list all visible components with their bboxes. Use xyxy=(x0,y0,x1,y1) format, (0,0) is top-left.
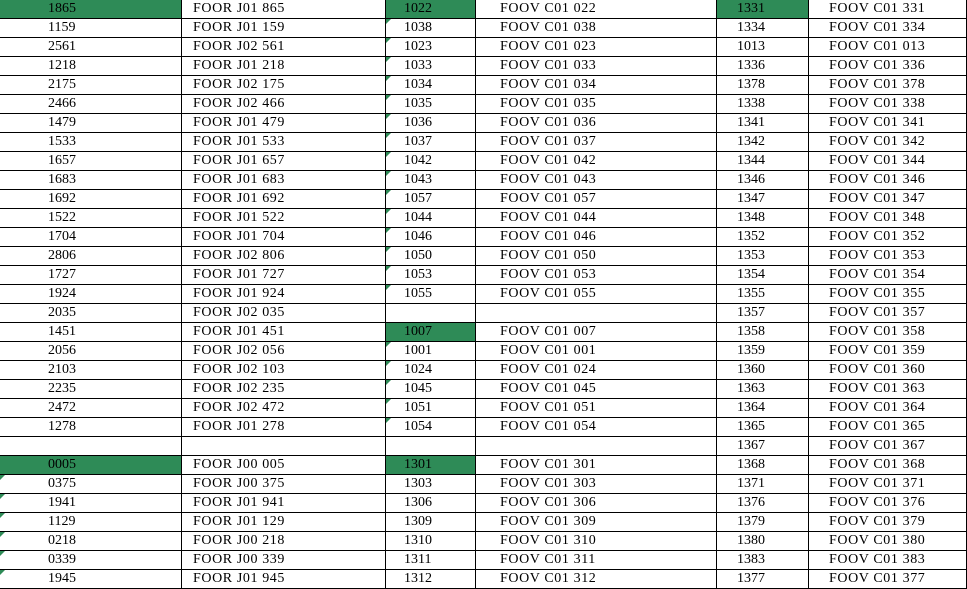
code-cell[interactable]: 1043 xyxy=(386,171,476,190)
code-cell[interactable]: 1037 xyxy=(386,133,476,152)
code-cell[interactable]: 1001 xyxy=(386,342,476,361)
label-cell[interactable]: FOOV C01 033 xyxy=(476,57,717,76)
label-cell[interactable]: FOOV C01 045 xyxy=(476,380,717,399)
label-cell[interactable]: FOOV C01 057 xyxy=(476,190,717,209)
code-cell[interactable]: 1336 xyxy=(717,57,809,76)
code-cell[interactable]: 1364 xyxy=(717,399,809,418)
code-cell[interactable]: 1522 xyxy=(0,209,182,228)
label-cell[interactable]: FOOV C01 371 xyxy=(809,475,967,494)
code-cell[interactable]: 2103 xyxy=(0,361,182,380)
code-cell[interactable]: 1057 xyxy=(386,190,476,209)
label-cell[interactable]: FOOR J01 704 xyxy=(182,228,386,247)
label-cell[interactable]: FOOR J00 218 xyxy=(182,532,386,551)
code-cell[interactable]: 1022 xyxy=(386,0,476,19)
table-row xyxy=(0,19,967,38)
label-cell[interactable]: FOOV C01 355 xyxy=(809,285,967,304)
label-cell[interactable]: FOOR J01 479 xyxy=(182,114,386,133)
code-cell[interactable]: 0218 xyxy=(0,532,182,551)
code-cell[interactable]: 1051 xyxy=(386,399,476,418)
table-row xyxy=(0,247,967,266)
code-cell[interactable]: 1036 xyxy=(386,114,476,133)
code-cell[interactable]: 1342 xyxy=(717,133,809,152)
label-cell[interactable]: FOOV C01 036 xyxy=(476,114,717,133)
code-cell[interactable]: 2561 xyxy=(0,38,182,57)
label-cell[interactable]: FOOR J02 056 xyxy=(182,342,386,361)
label-cell[interactable]: FOOV C01 034 xyxy=(476,76,717,95)
code-cell[interactable]: 2035 xyxy=(0,304,182,323)
code-cell[interactable]: 1334 xyxy=(717,19,809,38)
code-cell[interactable]: 1035 xyxy=(386,95,476,114)
code-cell[interactable]: 1657 xyxy=(0,152,182,171)
table-row xyxy=(0,152,967,171)
label-cell[interactable]: FOOV C01 357 xyxy=(809,304,967,323)
label-cell[interactable]: FOOV C01 365 xyxy=(809,418,967,437)
table-row xyxy=(0,551,967,570)
table-row xyxy=(0,76,967,95)
label-cell[interactable]: FOOV C01 310 xyxy=(476,532,717,551)
label-cell[interactable]: FOOR J01 218 xyxy=(182,57,386,76)
label-cell[interactable]: FOOV C01 334 xyxy=(809,19,967,38)
label-cell[interactable]: FOOV C01 311 xyxy=(476,551,717,570)
label-cell[interactable]: FOOV C01 363 xyxy=(809,380,967,399)
code-cell[interactable]: 1533 xyxy=(0,133,182,152)
table-row xyxy=(0,0,967,19)
label-cell[interactable]: FOOR J01 522 xyxy=(182,209,386,228)
label-cell[interactable]: FOOR J01 533 xyxy=(182,133,386,152)
label-cell[interactable]: FOOV C01 037 xyxy=(476,133,717,152)
code-cell[interactable]: 1007 xyxy=(386,323,476,342)
label-cell[interactable]: FOOV C01 050 xyxy=(476,247,717,266)
label-cell[interactable]: FOOV C01 352 xyxy=(809,228,967,247)
code-cell[interactable]: 1377 xyxy=(717,570,809,589)
table-row xyxy=(0,380,967,399)
code-cell[interactable] xyxy=(386,304,476,323)
label-cell[interactable]: FOOV C01 358 xyxy=(809,323,967,342)
code-cell[interactable]: 1368 xyxy=(717,456,809,475)
label-cell[interactable]: FOOR J01 945 xyxy=(182,570,386,589)
code-cell[interactable]: 0005 xyxy=(0,456,182,475)
label-cell[interactable]: FOOR J01 941 xyxy=(182,494,386,513)
code-cell[interactable]: 1301 xyxy=(386,456,476,475)
label-cell[interactable]: FOOV C01 377 xyxy=(809,570,967,589)
table-row xyxy=(0,266,967,285)
code-cell[interactable] xyxy=(386,437,476,456)
table-row xyxy=(0,133,967,152)
label-cell[interactable]: FOOR J01 727 xyxy=(182,266,386,285)
label-cell[interactable]: FOOR J02 035 xyxy=(182,304,386,323)
code-cell[interactable]: 1367 xyxy=(717,437,809,456)
table-row xyxy=(0,209,967,228)
label-cell[interactable]: FOOR J02 175 xyxy=(182,76,386,95)
label-cell[interactable]: FOOV C01 054 xyxy=(476,418,717,437)
label-cell[interactable]: FOOR J02 561 xyxy=(182,38,386,57)
label-cell[interactable]: FOOV C01 022 xyxy=(476,0,717,19)
table-row xyxy=(0,38,967,57)
label-cell[interactable]: FOOV C01 336 xyxy=(809,57,967,76)
code-cell[interactable]: 1363 xyxy=(717,380,809,399)
code-cell[interactable]: 0375 xyxy=(0,475,182,494)
table-row xyxy=(0,114,967,133)
label-cell[interactable]: FOOV C01 007 xyxy=(476,323,717,342)
label-cell[interactable]: FOOR J01 129 xyxy=(182,513,386,532)
code-cell[interactable]: 1924 xyxy=(0,285,182,304)
code-cell[interactable]: 1129 xyxy=(0,513,182,532)
table-row xyxy=(0,190,967,209)
label-cell[interactable]: FOOV C01 053 xyxy=(476,266,717,285)
label-cell[interactable]: FOOV C01 353 xyxy=(809,247,967,266)
label-cell[interactable]: FOOV C01 046 xyxy=(476,228,717,247)
code-cell[interactable]: 1159 xyxy=(0,19,182,38)
label-cell[interactable]: FOOV C01 331 xyxy=(809,0,967,19)
code-cell[interactable]: 1013 xyxy=(717,38,809,57)
code-cell[interactable]: 1303 xyxy=(386,475,476,494)
code-cell[interactable]: 1341 xyxy=(717,114,809,133)
label-cell[interactable]: FOOR J02 806 xyxy=(182,247,386,266)
label-cell[interactable]: FOOR J00 339 xyxy=(182,551,386,570)
table-row xyxy=(0,418,967,437)
code-cell[interactable]: 1278 xyxy=(0,418,182,437)
code-cell[interactable]: 1050 xyxy=(386,247,476,266)
code-cell[interactable]: 1346 xyxy=(717,171,809,190)
table-row xyxy=(0,342,967,361)
table-row xyxy=(0,532,967,551)
code-cell[interactable]: 1352 xyxy=(717,228,809,247)
code-cell[interactable]: 1053 xyxy=(386,266,476,285)
code-cell[interactable]: 1309 xyxy=(386,513,476,532)
label-cell[interactable]: FOOV C01 301 xyxy=(476,456,717,475)
code-cell[interactable]: 1042 xyxy=(386,152,476,171)
code-cell[interactable]: 1331 xyxy=(717,0,809,19)
label-cell[interactable]: FOOR J02 466 xyxy=(182,95,386,114)
label-cell[interactable]: FOOR J00 005 xyxy=(182,456,386,475)
label-cell[interactable]: FOOV C01 348 xyxy=(809,209,967,228)
code-cell[interactable]: 1371 xyxy=(717,475,809,494)
code-cell[interactable]: 1357 xyxy=(717,304,809,323)
code-cell[interactable]: 2472 xyxy=(0,399,182,418)
code-cell[interactable]: 1865 xyxy=(0,0,182,19)
code-cell[interactable]: 2056 xyxy=(0,342,182,361)
code-cell[interactable]: 1338 xyxy=(717,95,809,114)
code-cell[interactable] xyxy=(0,437,182,456)
label-cell[interactable]: FOOV C01 024 xyxy=(476,361,717,380)
code-cell[interactable]: 1218 xyxy=(0,57,182,76)
table-row xyxy=(0,57,967,76)
table-row xyxy=(0,323,967,342)
label-cell[interactable]: FOOV C01 038 xyxy=(476,19,717,38)
label-cell[interactable] xyxy=(476,437,717,456)
label-cell[interactable]: FOOV C01 042 xyxy=(476,152,717,171)
table-row xyxy=(0,228,967,247)
table-row xyxy=(0,95,967,114)
label-cell[interactable]: FOOR J01 159 xyxy=(182,19,386,38)
code-cell[interactable]: 1360 xyxy=(717,361,809,380)
label-cell[interactable]: FOOV C01 044 xyxy=(476,209,717,228)
code-cell[interactable]: 1479 xyxy=(0,114,182,133)
table-row xyxy=(0,513,967,532)
code-cell[interactable]: 1704 xyxy=(0,228,182,247)
label-cell[interactable]: FOOV C01 013 xyxy=(809,38,967,57)
label-cell[interactable]: FOOV C01 346 xyxy=(809,171,967,190)
label-cell[interactable]: FOOV C01 347 xyxy=(809,190,967,209)
code-cell[interactable]: 1044 xyxy=(386,209,476,228)
code-cell[interactable]: 1353 xyxy=(717,247,809,266)
label-cell[interactable]: FOOV C01 338 xyxy=(809,95,967,114)
code-cell[interactable]: 1347 xyxy=(717,190,809,209)
code-cell[interactable]: 1365 xyxy=(717,418,809,437)
table-row xyxy=(0,456,967,475)
code-cell[interactable]: 1045 xyxy=(386,380,476,399)
table-row xyxy=(0,171,967,190)
label-cell[interactable]: FOOR J00 375 xyxy=(182,475,386,494)
label-cell[interactable]: FOOR J01 278 xyxy=(182,418,386,437)
code-cell[interactable]: 1380 xyxy=(717,532,809,551)
table-row xyxy=(0,285,967,304)
label-cell[interactable]: FOOV C01 055 xyxy=(476,285,717,304)
code-cell[interactable]: 2466 xyxy=(0,95,182,114)
code-cell[interactable]: 1376 xyxy=(717,494,809,513)
table-row xyxy=(0,399,967,418)
code-cell[interactable]: 1383 xyxy=(717,551,809,570)
label-cell[interactable]: FOOR J01 692 xyxy=(182,190,386,209)
table-row xyxy=(0,475,967,494)
code-cell[interactable]: 1024 xyxy=(386,361,476,380)
label-cell[interactable]: FOOV C01 051 xyxy=(476,399,717,418)
label-cell[interactable]: FOOV C01 364 xyxy=(809,399,967,418)
label-cell[interactable]: FOOV C01 043 xyxy=(476,171,717,190)
code-cell[interactable]: 2235 xyxy=(0,380,182,399)
label-cell[interactable]: FOOR J01 865 xyxy=(182,0,386,19)
code-cell[interactable]: 1344 xyxy=(717,152,809,171)
label-cell[interactable]: FOOV C01 342 xyxy=(809,133,967,152)
table-row xyxy=(0,437,967,456)
code-cell[interactable]: 1451 xyxy=(0,323,182,342)
label-cell[interactable]: FOOV C01 023 xyxy=(476,38,717,57)
label-cell[interactable]: FOOV C01 341 xyxy=(809,114,967,133)
label-cell[interactable]: FOOV C01 312 xyxy=(476,570,717,589)
code-cell[interactable]: 1310 xyxy=(386,532,476,551)
label-cell[interactable]: FOOR J02 235 xyxy=(182,380,386,399)
label-cell[interactable]: FOOR J02 103 xyxy=(182,361,386,380)
label-cell[interactable] xyxy=(182,437,386,456)
label-cell[interactable]: FOOV C01 367 xyxy=(809,437,967,456)
label-cell[interactable] xyxy=(476,304,717,323)
label-cell[interactable]: FOOR J01 924 xyxy=(182,285,386,304)
label-cell[interactable]: FOOV C01 306 xyxy=(476,494,717,513)
code-cell[interactable]: 1941 xyxy=(0,494,182,513)
code-cell[interactable]: 1727 xyxy=(0,266,182,285)
label-cell[interactable]: FOOV C01 309 xyxy=(476,513,717,532)
label-cell[interactable]: FOOR J01 657 xyxy=(182,152,386,171)
code-cell[interactable]: 1379 xyxy=(717,513,809,532)
code-cell[interactable]: 1378 xyxy=(717,76,809,95)
label-cell[interactable]: FOOV C01 378 xyxy=(809,76,967,95)
label-cell[interactable]: FOOV C01 368 xyxy=(809,456,967,475)
label-cell[interactable]: FOOV C01 359 xyxy=(809,342,967,361)
code-cell[interactable]: 1306 xyxy=(386,494,476,513)
label-cell[interactable]: FOOV C01 360 xyxy=(809,361,967,380)
code-cell[interactable]: 1034 xyxy=(386,76,476,95)
code-cell[interactable]: 1054 xyxy=(386,418,476,437)
label-cell[interactable]: FOOV C01 035 xyxy=(476,95,717,114)
table-row xyxy=(0,494,967,513)
label-cell[interactable]: FOOV C01 383 xyxy=(809,551,967,570)
code-cell[interactable]: 0339 xyxy=(0,551,182,570)
code-cell[interactable]: 1023 xyxy=(386,38,476,57)
code-cell[interactable]: 1038 xyxy=(386,19,476,38)
code-cell[interactable]: 1358 xyxy=(717,323,809,342)
label-cell[interactable]: FOOV C01 354 xyxy=(809,266,967,285)
label-cell[interactable]: FOOR J01 683 xyxy=(182,171,386,190)
code-cell[interactable]: 2175 xyxy=(0,76,182,95)
label-cell[interactable]: FOOR J02 472 xyxy=(182,399,386,418)
code-cell[interactable]: 1359 xyxy=(717,342,809,361)
table-row xyxy=(0,570,967,589)
label-cell[interactable]: FOOV C01 303 xyxy=(476,475,717,494)
code-cell[interactable]: 2806 xyxy=(0,247,182,266)
label-cell[interactable]: FOOV C01 379 xyxy=(809,513,967,532)
code-cell[interactable]: 1355 xyxy=(717,285,809,304)
code-cell[interactable]: 1945 xyxy=(0,570,182,589)
label-cell[interactable]: FOOV C01 376 xyxy=(809,494,967,513)
code-cell[interactable]: 1311 xyxy=(386,551,476,570)
code-cell[interactable]: 1033 xyxy=(386,57,476,76)
code-cell[interactable]: 1312 xyxy=(386,570,476,589)
table-row xyxy=(0,304,967,323)
label-cell[interactable]: FOOV C01 380 xyxy=(809,532,967,551)
code-cell[interactable]: 1046 xyxy=(386,228,476,247)
code-cell[interactable]: 1055 xyxy=(386,285,476,304)
code-cell[interactable]: 1348 xyxy=(717,209,809,228)
code-cell[interactable]: 1354 xyxy=(717,266,809,285)
label-cell[interactable]: FOOV C01 344 xyxy=(809,152,967,171)
code-cell[interactable]: 1692 xyxy=(0,190,182,209)
table-row xyxy=(0,361,967,380)
label-cell[interactable]: FOOV C01 001 xyxy=(476,342,717,361)
code-cell[interactable]: 1683 xyxy=(0,171,182,190)
label-cell[interactable]: FOOR J01 451 xyxy=(182,323,386,342)
